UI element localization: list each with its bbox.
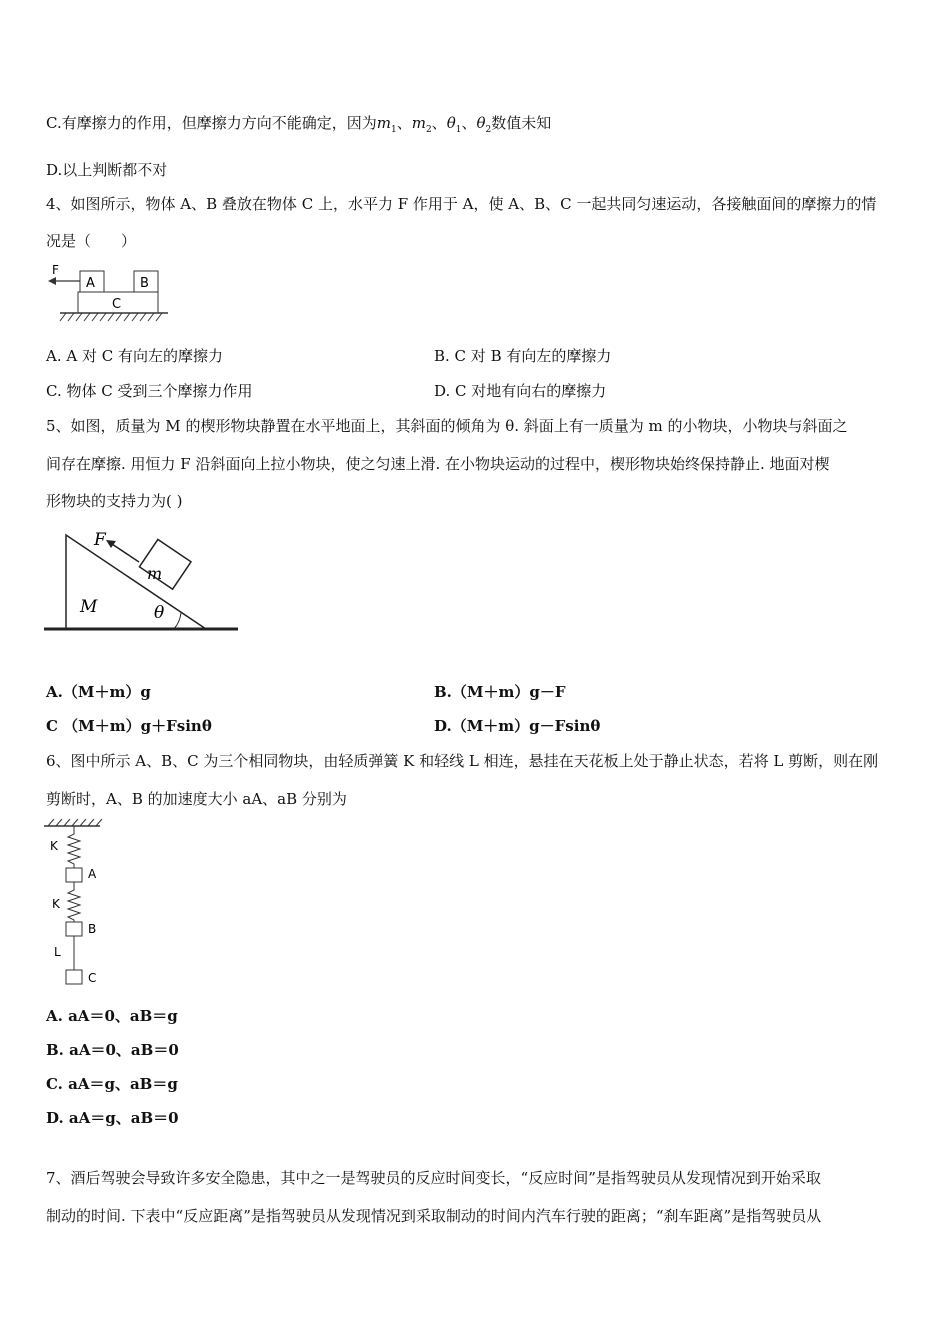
- q5-figure: [44, 520, 244, 635]
- separator: 、: [431, 114, 447, 132]
- label-theta: θ: [154, 603, 165, 623]
- q5-option-a: A.（M＋m）g: [46, 683, 151, 701]
- q5-stem-line1: 5、如图，质量为 M 的楔形物块静置在水平地面上，其斜面的倾角为 θ. 斜面上有一质量为 m 的小物块，小物块与斜面之: [46, 417, 848, 435]
- q4-option-a: A. A 对 C 有向左的摩擦力: [46, 347, 223, 365]
- q5-stem-line3: 形物块的支持力为( ): [46, 492, 183, 510]
- label-m-small: m: [147, 564, 163, 583]
- q4-option-d: D. C 对地有向右的摩擦力: [434, 382, 607, 400]
- q4-stem-line1: 4、如图所示，物体 A、B 叠放在物体 C 上，水平力 F 作用于 A，使 A、B、C 一起共同匀速运动，各接触面间的摩擦力的情: [46, 195, 877, 213]
- arrow-left-icon: [48, 277, 56, 285]
- q4-stem-line2: 况是（ ）: [46, 232, 137, 250]
- q3-option-c-text: C.有摩擦力的作用，但摩擦力方向不能确定，因为: [46, 114, 377, 132]
- symbol-m1: m: [376, 114, 391, 132]
- q5-option-b: B.（M＋m）g－F: [434, 683, 566, 701]
- separator: 、: [396, 114, 412, 132]
- q5-option-c: C （M＋m）g＋Fsinθ: [46, 717, 212, 735]
- q6-option-b: B. aA＝0、aB＝0: [46, 1041, 179, 1059]
- q4-option-b: B. C 对 B 有向左的摩擦力: [434, 347, 612, 365]
- label-a: A: [88, 867, 97, 881]
- label-m-big: M: [80, 597, 98, 617]
- block-a: [66, 868, 82, 882]
- symbol-theta2-sub: 2: [485, 125, 492, 135]
- q6-stem-line2: 剪断时，A、B 的加速度大小 aA、aB 分别为: [46, 790, 347, 808]
- q6-option-c: C. aA＝g、aB＝g: [46, 1075, 178, 1093]
- label-k1: K: [50, 839, 58, 853]
- label-b: B: [140, 276, 149, 291]
- symbol-theta1: θ: [446, 114, 456, 132]
- block-c: [66, 970, 82, 984]
- label-b: B: [88, 922, 97, 936]
- spring-k1: [68, 826, 80, 868]
- block-b: [66, 922, 82, 936]
- label-f: F: [52, 263, 59, 277]
- q7-stem-line2: 制动的时间. 下表中“反应距离”是指驾驶员从发现情况到采取制动的时间内汽车行驶的距离；“刹车距离”是指驾驶员从: [46, 1207, 822, 1225]
- q4-option-c: C. 物体 C 受到三个摩擦力作用: [46, 382, 253, 400]
- q6-figure: [44, 816, 114, 988]
- symbol-m1-sub: 1: [390, 125, 397, 135]
- spring-k2: [68, 882, 80, 922]
- q5-option-d: D.（M＋m）g－Fsinθ: [434, 717, 601, 735]
- label-c: C: [112, 297, 122, 312]
- symbol-theta2: θ: [476, 114, 486, 132]
- q7-stem-line1: 7、酒后驾驶会导致许多安全隐患，其中之一是驾驶员的反应时间变长，“反应时间”是指驾驶员从发现情况到开始采取: [46, 1169, 821, 1187]
- arrow-up-left-icon: [106, 540, 116, 548]
- q5-stem-line2: 间存在摩擦. 用恒力 F 沿斜面向上拉小物块，使之匀速上滑. 在小物块运动的过程中，楔形物块始终保持静止. 地面对楔: [46, 455, 830, 473]
- q6-stem-line1: 6、图中所示 A、B、C 为三个相同物块，由轻质弹簧 K 和轻线 L 相连，悬挂在天花板上处于静止状态，若将 L 剪断，则在刚: [46, 752, 879, 770]
- q6-option-a: A. aA＝0、aB＝g: [46, 1007, 178, 1025]
- q3-option-c: [46, 113, 551, 140]
- q3-option-c-tail: 数值未知: [491, 114, 552, 132]
- symbol-m2-sub: 2: [425, 125, 432, 135]
- q3-option-d: D.以上判断都不对: [46, 161, 168, 179]
- symbol-m2: m: [411, 114, 426, 132]
- separator: 、: [461, 114, 477, 132]
- q6-option-d: D. aA＝g、aB＝0: [46, 1109, 179, 1127]
- symbol-theta1-sub: 1: [455, 125, 462, 135]
- label-a: A: [86, 276, 95, 291]
- label-l: L: [54, 945, 61, 959]
- label-c: C: [88, 971, 97, 985]
- label-f: F: [94, 530, 106, 550]
- label-k2: K: [52, 897, 60, 911]
- q4-figure: [46, 258, 176, 328]
